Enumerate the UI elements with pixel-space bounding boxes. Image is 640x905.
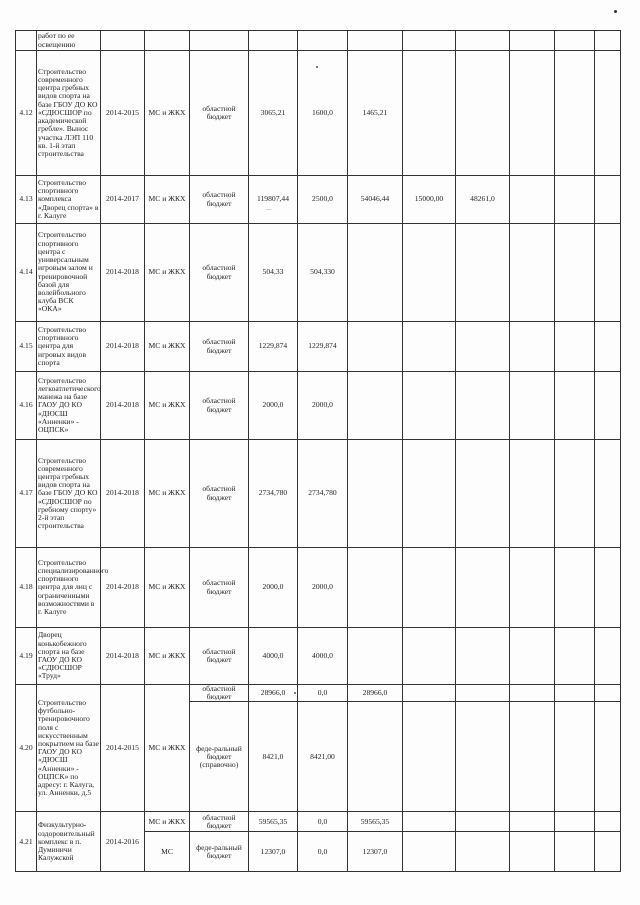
table-row <box>16 372 621 440</box>
row-total: 2000,0 <box>249 548 298 628</box>
row-funding-source: областной бюджет <box>190 51 249 176</box>
row-executor: МС и ЖКХ <box>145 628 190 685</box>
table-row <box>16 31 621 51</box>
row-period: 2014-2018 <box>101 224 145 322</box>
row-year-value: 28966,0 <box>348 685 403 702</box>
row-name: работ по ее освещению <box>37 31 101 51</box>
row-total: 3065,21 <box>249 51 298 176</box>
row-funding-source: феде-ральный бюджет <box>190 832 249 872</box>
row-number: 4.18 <box>16 548 37 628</box>
table-row <box>16 322 621 372</box>
row-total: 119807,44 <box>249 176 298 224</box>
row-funding-source: областной бюджет <box>190 812 249 832</box>
row-name: Строительство спортивного центра с универсальным игровым залом и тренировочной базой для волейбольного клуба ВСК «ОКА» <box>37 224 101 322</box>
row-year-value <box>348 548 403 628</box>
row-year-value: 12307,0 <box>348 832 403 872</box>
row-year-value <box>456 51 510 176</box>
row-number: 4.17 <box>16 440 37 548</box>
row-funding-source: феде-ральный бюджет (справочно) <box>190 702 249 812</box>
row-year-value: 2734,780 <box>298 440 348 548</box>
row-total: 12307,0 <box>249 832 298 872</box>
row-total: 2000,0 <box>249 372 298 440</box>
row-year-value <box>403 628 456 685</box>
row-year-value: 1465,21 <box>348 51 403 176</box>
table-row <box>16 812 621 832</box>
table-row <box>16 685 621 702</box>
row-year-value <box>348 224 403 322</box>
row-executor: МС и ЖКХ <box>145 685 190 812</box>
row-name: Строительство современного центра гребных видов спорта на базе ГБОУ ДО КО «СДЮСШОР по академической гребле». Вынос участка ЛЭП 110 кв. 1-й этап строительства <box>37 51 101 176</box>
row-year-value <box>403 548 456 628</box>
row-executor: МС и ЖКХ <box>145 224 190 322</box>
row-name: Строительство специализированного спортивного центра для лиц с ограниченными возможностями в г. Калуге <box>37 548 101 628</box>
row-year-value <box>403 322 456 372</box>
row-name: Строительство легкоатлетического манежа на базе ГАОУ ДО КО «ДЮСШ «Анненки» - ОЦПСК» <box>37 372 101 440</box>
row-funding-source: областной бюджет <box>190 440 249 548</box>
program-table <box>15 30 621 872</box>
row-name: Строительство современного центра гребных видов спорта на базе ГБОУ ДО КО «СДЮСШОР по гребному спорту» 2-й этап строительства <box>37 440 101 548</box>
row-year-value <box>348 702 403 812</box>
row-total: 4000,0 <box>249 628 298 685</box>
row-year-value <box>403 440 456 548</box>
row-period: 2014-2018 <box>101 548 145 628</box>
row-year-value: 2500,0 <box>298 176 348 224</box>
row-year-value <box>456 548 510 628</box>
row-year-value <box>403 224 456 322</box>
row-total: 504,33 <box>249 224 298 322</box>
row-year-value: 4000,0 <box>298 628 348 685</box>
row-period: 2014-2017 <box>101 176 145 224</box>
row-year-value: 0,0 <box>298 832 348 872</box>
row-number: 4.13 <box>16 176 37 224</box>
row-year-value: 0,0 <box>298 812 348 832</box>
row-funding-source: областной бюджет <box>190 628 249 685</box>
row-year-value <box>348 440 403 548</box>
row-number: 4.14 <box>16 224 37 322</box>
row-executor: МС <box>145 832 190 872</box>
row-year-value: 59565,35 <box>348 812 403 832</box>
pencil-mark: ~~ <box>266 208 272 213</box>
row-number: 4.20 <box>16 685 37 812</box>
row-number: 4.12 <box>16 51 37 176</box>
row-period: 2014-2016 <box>101 812 145 872</box>
row-number: 4.16 <box>16 372 37 440</box>
row-executor: МС и ЖКХ <box>145 812 190 832</box>
row-funding-source: областной бюджет <box>190 176 249 224</box>
row-executor: МС и ЖКХ <box>145 176 190 224</box>
row-period: 2014-2015 <box>101 51 145 176</box>
table-row <box>16 548 621 628</box>
row-name: Строительство спортивного центра для игровых видов спорта <box>37 322 101 372</box>
row-total: 59565,35 <box>249 812 298 832</box>
row-name: Строительство футбольно-тренировочного поля с искусственным покрытием на базе ГАОУ ДО КО «ДЮСШ «Анненки» - ОЦПСК» по адресу: г. Калуга, ул. Анненки, д.5 <box>37 685 101 812</box>
row-period: 2014-2018 <box>101 440 145 548</box>
row-year-value: 2000,0 <box>298 372 348 440</box>
row-total: 28966,0 <box>249 685 298 702</box>
row-year-value: 1229,874 <box>298 322 348 372</box>
table-row <box>16 224 621 322</box>
row-year-value <box>348 372 403 440</box>
row-year-value <box>403 51 456 176</box>
row-number: 4.21 <box>16 812 37 872</box>
row-year-value <box>456 628 510 685</box>
row-executor: МС и ЖКХ <box>145 322 190 372</box>
row-year-value <box>456 322 510 372</box>
row-year-value <box>403 372 456 440</box>
row-year-value <box>456 372 510 440</box>
row-year-value <box>348 322 403 372</box>
row-period: 2014-2018 <box>101 322 145 372</box>
row-year-value: 8421,00 <box>298 702 348 812</box>
row-year-value: 504,330 <box>298 224 348 322</box>
table-row <box>16 628 621 685</box>
row-period: 2014-2018 <box>101 628 145 685</box>
row-period: 2014-2015 <box>101 685 145 812</box>
row-year-value: 48261,0 <box>456 176 510 224</box>
row-executor: МС и ЖКХ <box>145 440 190 548</box>
row-total: 8421,0 <box>249 702 298 812</box>
row-year-value: 54046,44 <box>348 176 403 224</box>
row-funding-source: областной бюджет <box>190 685 249 702</box>
row-year-value: 1600,0 <box>298 51 348 176</box>
row-total: 1229,874 <box>249 322 298 372</box>
row-period: 2014-2018 <box>101 372 145 440</box>
row-funding-source: областной бюджет <box>190 372 249 440</box>
row-year-value: 15000,00 <box>403 176 456 224</box>
row-name: Физкультурно-оздоровительный комплекс в п. Думиничи Калужской <box>37 812 101 872</box>
scan-dot <box>614 10 617 13</box>
row-number: 4.19 <box>16 628 37 685</box>
row-funding-source: областной бюджет <box>190 224 249 322</box>
row-year-value: 0,0 <box>298 685 348 702</box>
row-number: 4.15 <box>16 322 37 372</box>
row-name: Строительство спортивного комплекса «Дворец спорта» в г. Калуге <box>37 176 101 224</box>
row-year-value <box>348 628 403 685</box>
row-name: Дворец конькобежного спорта на базе ГАОУ ДО КО «СДЮСШОР «Труд» <box>37 628 101 685</box>
row-executor: МС и ЖКХ <box>145 51 190 176</box>
row-funding-source: областной бюджет <box>190 548 249 628</box>
table-row <box>16 51 621 176</box>
row-year-value: 2000,0 <box>298 548 348 628</box>
table-row <box>16 440 621 548</box>
row-year-value <box>456 224 510 322</box>
row-executor: МС и ЖКХ <box>145 372 190 440</box>
row-executor: МС и ЖКХ <box>145 548 190 628</box>
row-funding-source: областной бюджет <box>190 322 249 372</box>
row-total: 2734,780 <box>249 440 298 548</box>
row-year-value <box>456 440 510 548</box>
table-row <box>16 176 621 224</box>
